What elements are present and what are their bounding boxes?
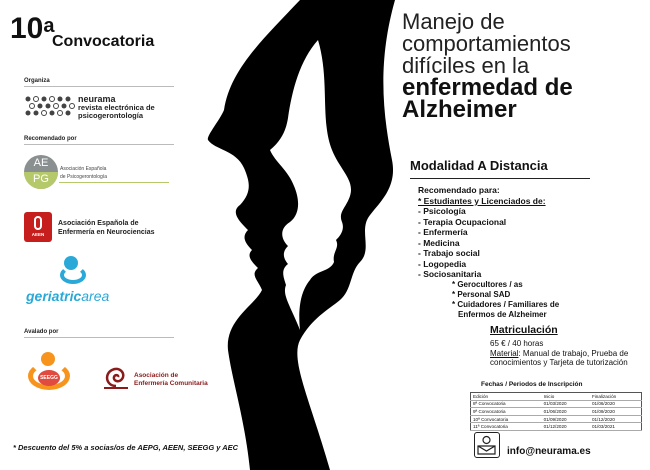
aepg-logo-letters2: PG bbox=[24, 172, 58, 189]
geriatricarea-part1: geriatric bbox=[26, 288, 82, 304]
neurama-dots-logo bbox=[24, 94, 76, 120]
table-cell: 9ª Convocatoria bbox=[471, 408, 542, 416]
table-row bbox=[471, 423, 642, 431]
table-cell: 01/12/2020 bbox=[590, 415, 642, 423]
material-label: Material bbox=[490, 348, 519, 358]
divider bbox=[24, 337, 174, 338]
recommended-item: - Logopedia bbox=[418, 258, 467, 269]
dates-table bbox=[470, 392, 642, 431]
aeen-logo-line1: Asociación Española de bbox=[58, 220, 139, 227]
table-cell: 10ª Convocatoria bbox=[471, 415, 542, 423]
section-recomendado: Recomendado por bbox=[24, 136, 77, 142]
matriculacion-body bbox=[490, 339, 640, 368]
table-cell: 01/03/2020 bbox=[542, 400, 590, 408]
aepg-logo-name: Asociación Española bbox=[60, 166, 107, 172]
seegg-logo-tag: SEEGG bbox=[38, 370, 60, 386]
divider bbox=[410, 178, 590, 179]
table-row bbox=[471, 415, 642, 423]
divider bbox=[24, 86, 174, 87]
title-line1: Manejo de bbox=[402, 9, 505, 34]
recommended-others bbox=[452, 280, 559, 320]
table-row bbox=[471, 408, 642, 416]
aeen-logo-line2: Enfermería en Neurociencias bbox=[58, 229, 155, 236]
aeen-logo-tag: AEEN bbox=[31, 232, 45, 237]
recommended-item: - Terapia Ocupacional bbox=[418, 216, 507, 227]
aepg-underline bbox=[59, 182, 169, 183]
column-header: Finalización bbox=[590, 393, 642, 401]
seegg-logo bbox=[26, 352, 72, 392]
dates-heading: Fechas / Periodos de Inscripción bbox=[481, 381, 583, 388]
section-avalado: Avalado por bbox=[24, 329, 59, 335]
geriatricarea-part2: area bbox=[81, 288, 110, 304]
aec-logo-line2: Enfermería Comunitaria bbox=[134, 380, 208, 387]
modalidad: Modalidad A Distancia bbox=[410, 158, 548, 173]
edition-suffix: a bbox=[43, 15, 55, 37]
aepg-logo bbox=[24, 155, 58, 189]
contact-email[interactable]: info@neurama.es bbox=[507, 446, 591, 457]
recommended-for bbox=[418, 185, 546, 280]
divider bbox=[24, 144, 174, 145]
column-header: Inicio bbox=[542, 393, 590, 401]
table-cell: 01/12/2020 bbox=[542, 423, 590, 431]
recommended-item: - Enfermería bbox=[418, 227, 468, 237]
material-text: : Manual de trabajo, Prueba de conocimientos y Tarjeta de tutorización bbox=[490, 348, 629, 367]
title-line3: difíciles en la bbox=[402, 53, 530, 78]
aepg-logo-name2: de Psicogerontología bbox=[60, 174, 107, 180]
edition-label: Convocatoria bbox=[52, 33, 155, 50]
column-header: Edición bbox=[471, 393, 542, 401]
neurama-logo-line2: psicogerontología bbox=[78, 111, 144, 120]
aeen-logo-icon bbox=[34, 216, 42, 230]
geriatricarea-symbol bbox=[60, 256, 90, 286]
title-line2: comportamientos bbox=[402, 31, 571, 56]
envelope-icon bbox=[474, 432, 500, 458]
recommended-item: - Sociosanitaria bbox=[418, 269, 482, 279]
aec-logo-line1: Asociación de bbox=[134, 372, 179, 379]
table-header-row bbox=[471, 393, 642, 401]
neurama-logo-line1: revista electrónica de bbox=[78, 103, 155, 112]
table-cell: 01/03/2021 bbox=[590, 423, 642, 431]
table-cell: 11ª Convocatoria bbox=[471, 423, 542, 431]
price: 65 € / 40 horas bbox=[490, 339, 544, 348]
recommended-heading: Recomendado para: bbox=[418, 185, 500, 195]
course-title bbox=[402, 11, 642, 121]
recommended-other: * Gerocultores / as bbox=[452, 280, 523, 289]
neurama-logo-name: neurama bbox=[78, 94, 116, 104]
aeen-logo bbox=[24, 212, 52, 242]
matriculacion-heading: Matriculación bbox=[490, 324, 558, 336]
title-line4: enfermedad de bbox=[402, 74, 573, 101]
recommended-item: - Psicología bbox=[418, 206, 466, 216]
aec-spiral-logo bbox=[102, 364, 130, 390]
table-cell: 01/09/2020 bbox=[542, 415, 590, 423]
recommended-item: - Medicina bbox=[418, 237, 460, 248]
recommended-other: * Cuidadores / Familiares de bbox=[452, 300, 560, 309]
edition-number: 10$^a$ bbox=[10, 12, 55, 45]
section-organiza: Organiza bbox=[24, 78, 50, 84]
geriatricarea-logo bbox=[26, 288, 109, 304]
discount-note: * Descuento del 5% a socias/os de AEPG, AEEN, SEEGG y AEC bbox=[13, 443, 239, 452]
recommended-sub: * Estudiantes y Licenciados de: bbox=[418, 195, 546, 206]
recommended-other: * Personal SAD bbox=[452, 290, 511, 299]
title-line5: Alzheimer bbox=[402, 96, 517, 123]
table-cell: 01/09/2020 bbox=[590, 408, 642, 416]
table-cell: 01/06/2020 bbox=[590, 400, 642, 408]
table-row bbox=[471, 400, 642, 408]
recommended-other: Enfermos de Alzheimer bbox=[458, 310, 547, 319]
table-cell: 01/06/2020 bbox=[542, 408, 590, 416]
table-cell: 8ª Convocatoria bbox=[471, 400, 542, 408]
aepg-logo-letters: AE bbox=[33, 157, 49, 169]
recommended-item: - Trabajo social bbox=[418, 248, 480, 258]
